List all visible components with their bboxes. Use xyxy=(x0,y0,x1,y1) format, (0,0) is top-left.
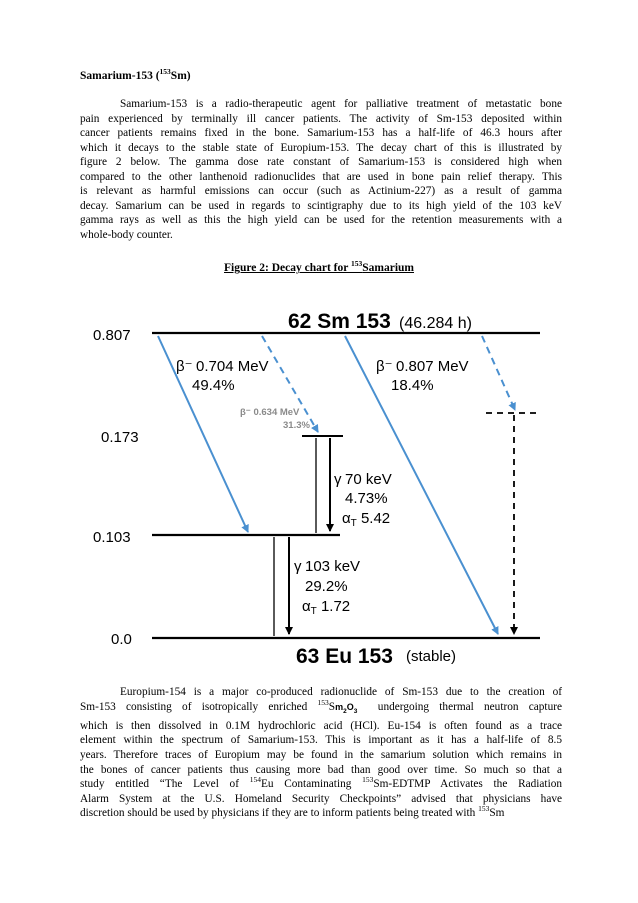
line-fragment: Sm-EDTMP Activates the Radiation xyxy=(373,778,562,791)
gamma103-energy: 103 keV xyxy=(305,558,361,575)
paragraph-line: gamma rays as well as this the high yield can be used for the retention measurements with a xyxy=(80,214,562,227)
gamma70-symbol: γ xyxy=(334,471,342,488)
level-label-0173: 0.173 xyxy=(101,429,139,446)
daughter-nuclide-label: 63 Eu 153 xyxy=(296,645,393,668)
line-fragment: study entitled “The Level of xyxy=(80,778,250,791)
paragraph-line: Samarium-153 is a radio-therapeutic agent for palliative treatment of metastatic bone xyxy=(120,98,562,110)
paragraph-line xyxy=(80,777,562,792)
caption-suffix: Samarium xyxy=(362,262,414,274)
paragraph-line: whole-body counter. xyxy=(80,228,173,241)
paragraph-line xyxy=(80,697,562,719)
mass-number: 153 xyxy=(362,775,374,785)
parent-nuclide-label: 62 Sm 153 xyxy=(288,310,391,333)
gamma103-intensity: 29.2% xyxy=(305,578,348,595)
beta1-intensity: 49.4% xyxy=(192,377,235,394)
mass-number: 153 xyxy=(317,697,329,707)
line-fragment: Eu Contaminating xyxy=(260,778,363,791)
parent-halflife-label: (46.284 h) xyxy=(399,315,472,332)
daughter-state-label: (stable) xyxy=(406,648,457,665)
beta3-intensity: 31.3% xyxy=(283,420,310,431)
heading-suffix: Sm) xyxy=(170,70,191,82)
beta1-energy: 0.704 MeV xyxy=(196,358,269,375)
line-fragment: undergoing thermal neutron capture xyxy=(357,700,562,713)
paragraph-line: is relevant as harmful emissions can occur (such as Actinium-227) as a result of gamma xyxy=(80,185,562,198)
caption-prefix: Figure 2: Decay chart for xyxy=(224,262,351,274)
heading-mass-number: 153 xyxy=(159,67,171,77)
formula-part: O xyxy=(346,701,354,712)
paragraph-line xyxy=(80,806,562,821)
paragraph-line: element within the spectrum of Samarium-153. This is important as it has a half-life of 8.5 xyxy=(80,734,562,747)
gamma70-intensity: 4.73% xyxy=(345,490,388,507)
paragraph-line: decay. Samarium can be used in regards to scintigraphy due to its high yield of the 103 keV xyxy=(80,199,562,212)
level-label-0807: 0.807 xyxy=(93,327,131,344)
paragraph-line: figure 2 below. The gamma dose rate constant of Samarium-153 is considered high when xyxy=(80,156,562,169)
paragraph-line: which is then dissolved in 0.1M hydrochloric acid (HCl). Eu-154 is often found as a trace xyxy=(80,719,562,732)
chemical-formula xyxy=(335,701,358,715)
formula-subscript: 2 xyxy=(343,707,347,715)
beta2-symbol: β⁻ xyxy=(376,358,393,375)
beta1-symbol: β⁻ xyxy=(176,358,193,375)
paragraph-line: Alarm System at the U.S. Homeland Security Checkpoints” advised that physicians have xyxy=(80,792,562,805)
paragraph-europium xyxy=(80,685,562,821)
paragraph-line: cancer patients remains fixed in the bone. Samarium-153 has a half-life of 46.3 hours after xyxy=(80,127,562,140)
mass-number: 154 xyxy=(249,775,261,785)
gamma103-alpha: $\alpha_T$ 1.72 xyxy=(302,598,351,617)
line-fragment: Sm xyxy=(489,807,505,820)
mass-number: 153 xyxy=(478,804,490,814)
paragraph-line: which it decays to the stable state of Europium-153. The decay chart of this is illustrated by xyxy=(80,141,562,154)
paragraph-line: pain experienced by terminally ill cancer patients. The activity of Sm-153 deposited within xyxy=(80,112,562,125)
line-fragment: Sm-153 consisting of isotropically enriched xyxy=(80,700,318,713)
paragraph-line: Europium-154 is a major co-produced radionuclide of Sm-153 due to the creation of xyxy=(120,686,562,698)
beta2-energy: 0.807 MeV xyxy=(396,358,469,375)
formula-subscript: 3 xyxy=(353,707,358,715)
caption-mass-number: 153 xyxy=(351,259,363,269)
line-fragment: discretion should be used by physicians if they are to inform patients being treated with xyxy=(80,807,479,820)
gamma70-alpha: $\alpha_T$ 5.42 xyxy=(342,510,391,529)
gamma70-energy: 70 keV xyxy=(345,471,392,488)
beta4-dashed-arrow xyxy=(482,336,515,410)
beta2-intensity: 18.4% xyxy=(391,377,434,394)
paragraph-line: compared to the other lanthenoid radionuclides that are used in bone pain relief therapy. This xyxy=(80,170,562,183)
line-fragment: S xyxy=(328,700,336,713)
level-label-00: 0.0 xyxy=(111,631,132,648)
beta3-energy: β⁻ 0.634 MeV xyxy=(240,407,300,418)
gamma103-symbol: γ xyxy=(294,558,302,575)
paragraph-line: years. Therefore traces of Europium may be found in the samarium solution which remains in xyxy=(80,748,562,761)
level-label-0103: 0.103 xyxy=(93,529,131,546)
formula-part: m xyxy=(335,701,344,712)
heading-prefix: Samarium-153 ( xyxy=(80,70,160,82)
paragraph-line: the bones of cancer patients thus causing more bad than good over time. So much so that a xyxy=(80,763,562,776)
